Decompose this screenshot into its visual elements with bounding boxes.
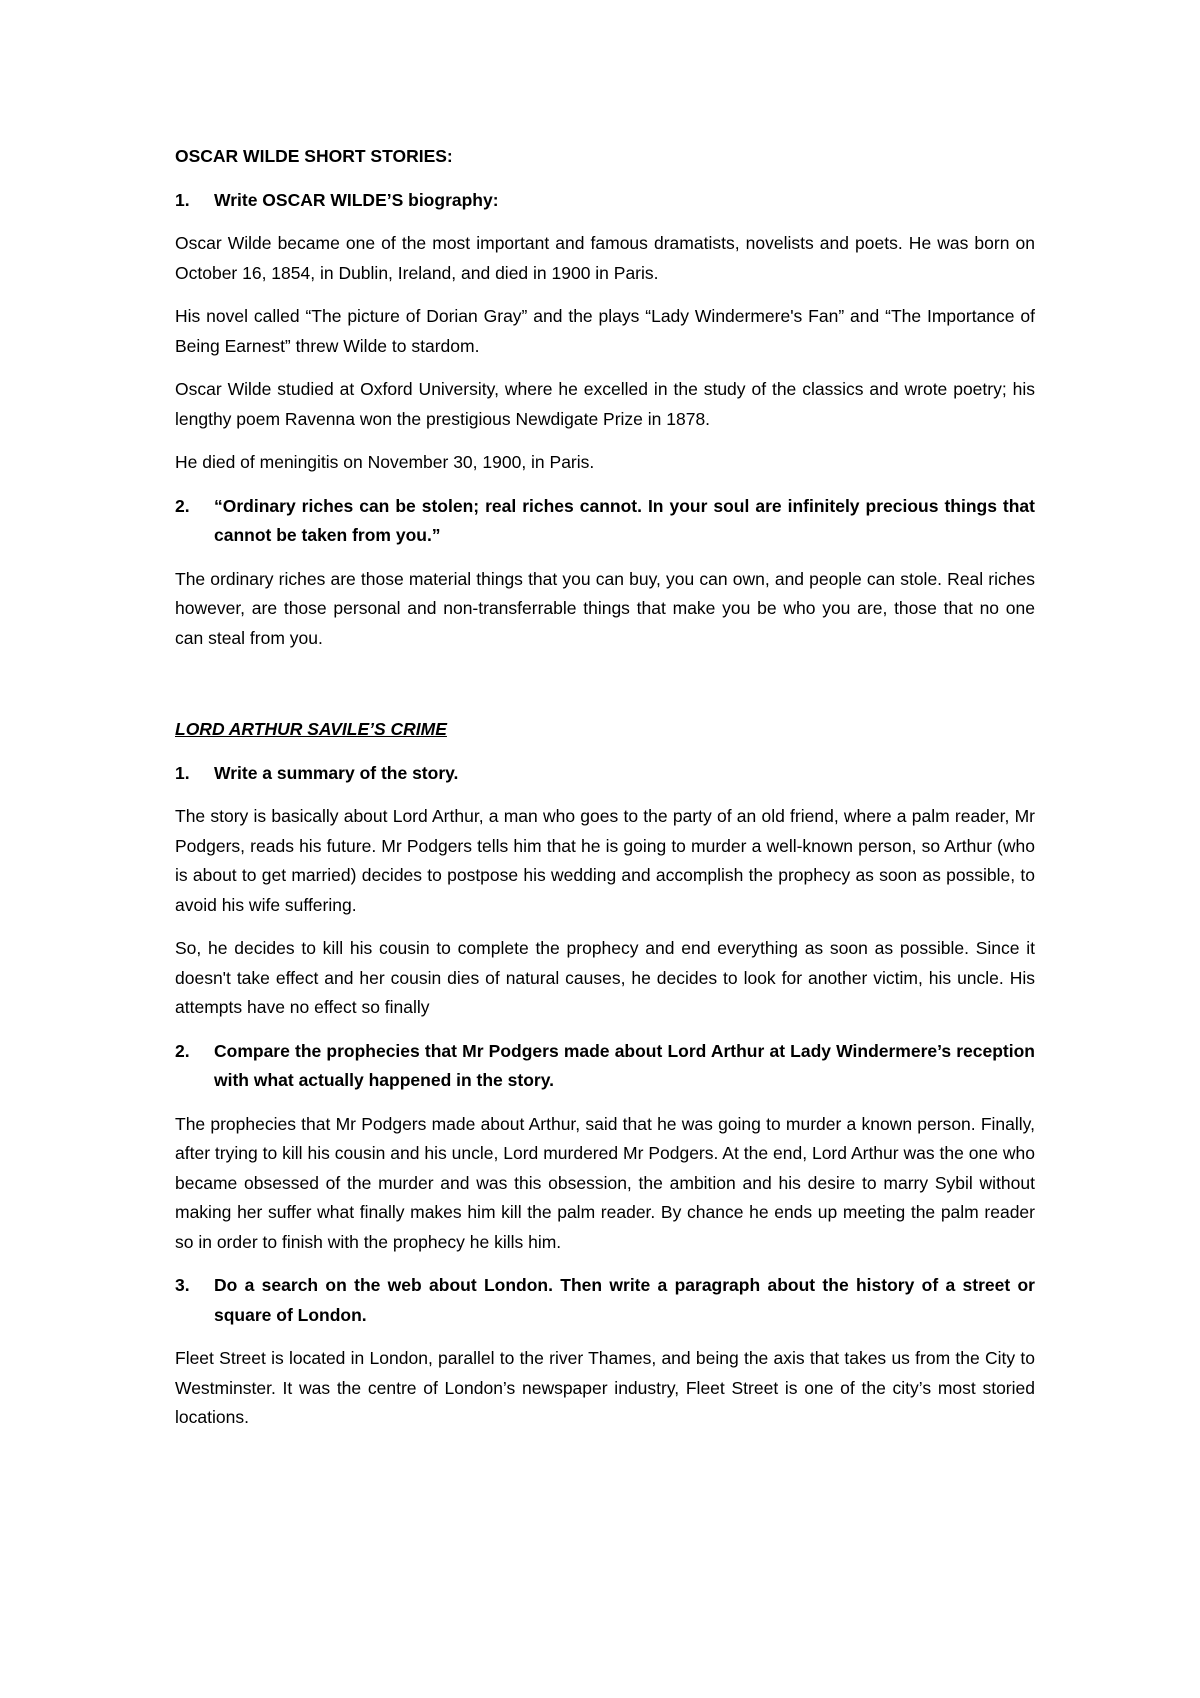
question-text: Do a search on the web about London. Then write a paragraph about the history of a street or square of London. [214, 1275, 1035, 1325]
question-2-quote [175, 492, 1035, 551]
question-2-prophecies [175, 1037, 1035, 1096]
question-number: 1. [175, 189, 190, 210]
biography-paragraph-3: Oscar Wilde studied at Oxford University, where he excelled in the study of the classics and wrote poetry; his lengthy poem Ravenna won the prestigious Newdigate Prize in 1878. [175, 379, 1035, 429]
biography-paragraph-1: Oscar Wilde became one of the most important and famous dramatists, novelists and poets. He was born on October 16, 1854, in Dublin, Ireland, and died in 1900 in Paris. [175, 233, 1035, 283]
question-1-biography [175, 186, 1035, 216]
question-number: 2. [175, 495, 190, 516]
question-number: 1. [175, 762, 190, 783]
section-title: LORD ARTHUR SAVILE’S CRIME [175, 719, 447, 739]
question-text: Write a summary of the story. [214, 762, 459, 783]
biography-paragraph-2: His novel called “The picture of Dorian Gray” and the plays “Lady Windermere's Fan” and “The Importance of Being Earnest” threw Wilde to stardom. [175, 306, 1035, 356]
question-text: Compare the prophecies that Mr Podgers made about Lord Arthur at Lady Windermere’s reception with what actually happened in the story. [214, 1040, 1035, 1090]
answer-paragraph: The ordinary riches are those material things that you can buy, you can own, and people can stole. Real riches however, are those personal and non-transferrable things that make you be who you are, those that no one can steal from you. [175, 568, 1035, 648]
question-text: Write OSCAR WILDE’S biography: [214, 189, 499, 210]
document-title: OSCAR WILDE SHORT STORIES: [175, 146, 453, 166]
biography-paragraph-4: He died of meningitis on November 30, 1900, in Paris. [175, 452, 595, 472]
question-number: 3. [175, 1275, 190, 1295]
summary-paragraph-2: So, he decides to kill his cousin to complete the prophecy and end everything as soon as possible. Since it doesn't take effect and her cousin dies of natural causes, he decides to look for another victim, his uncle. His attempts have no effect so finally [175, 938, 1035, 1017]
question-text: “Ordinary riches can be stolen; real riches cannot. In your soul are infinitely precious things that cannot be taken from you.” [214, 495, 1035, 545]
question-1-summary [175, 759, 1035, 789]
question-3-london [175, 1271, 1035, 1330]
summary-paragraph-1: The story is basically about Lord Arthur, a man who goes to the party of an old friend, where a palm reader, Mr Podgers, reads his future. Mr Podgers tells him that he is going to murder a well-known person, so Arthur (who is about to get married) decides to postpose his wedding and accomplish the prophecy as soon as possible, to avoid his wife suffering. [175, 806, 1035, 915]
question-number: 2. [175, 1040, 190, 1061]
answer-paragraph: The prophecies that Mr Podgers made about Arthur, said that he was going to murder a known person. Finally, after trying to kill his cousin and his uncle, Lord murdered Mr Podgers. At the end, Lord Arthur was the one who became obsessed of the murder and was this obsession, the ambition and his desire to marry Sybil without making her suffer what finally makes him kill the palm reader. By chance he ends up meeting the palm reader so in order to finish with the prophecy he kills him. [175, 1113, 1035, 1252]
answer-paragraph: Fleet Street is located in London, parallel to the river Thames, and being the axis that takes us from the City to Westminster. It was the centre of London’s newspaper industry, Fleet Street is one of the city’s most storied locations. [175, 1348, 1035, 1427]
